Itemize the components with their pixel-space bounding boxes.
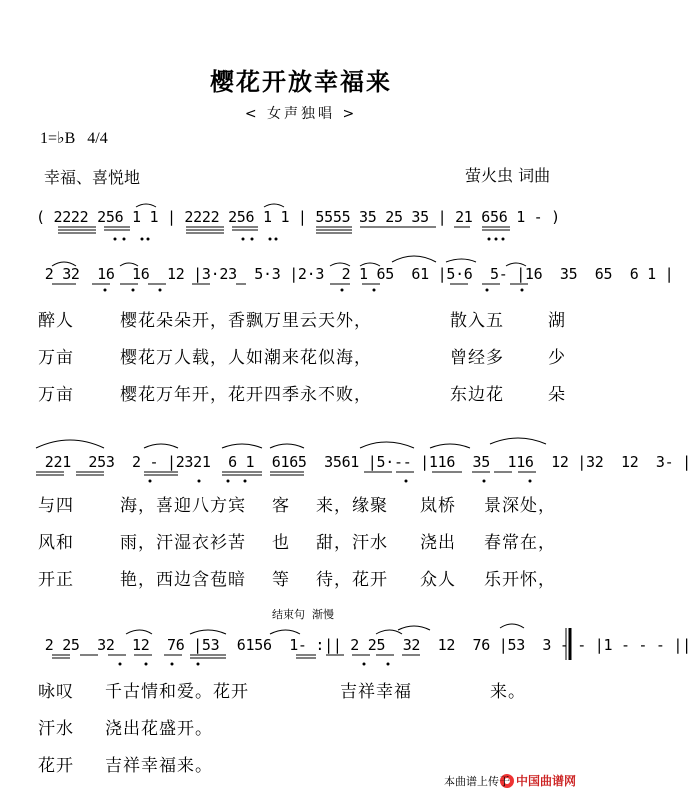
- lyric-5-c: 也: [272, 533, 290, 553]
- lyric-4-f: 景深处，: [484, 496, 556, 516]
- lyric-9-a: 花开: [38, 756, 74, 776]
- lyric-7-a: 咏叹: [38, 682, 74, 702]
- notation-line-4: 2 25 32 12 76 |53 6156 1- :|| 2 25 32 12 76 |53 3 - - |1 - - - ||: [36, 636, 691, 654]
- lyric-1-d: 湖: [548, 311, 566, 331]
- key-signature: 1=♭B 4/4: [40, 130, 108, 147]
- lyric-6-a: 开正: [38, 570, 74, 590]
- lyric-8-a: 汗水: [38, 719, 74, 739]
- lyric-5-a: 风和: [38, 533, 74, 553]
- subtitle: < 女声独唱 >: [244, 106, 358, 122]
- lyric-8-b: 浇出花盛开。: [105, 719, 213, 739]
- lyric-7-d: 来。: [490, 682, 526, 702]
- lyric-4-b: 海，喜迎八方宾: [120, 496, 246, 516]
- lyric-4-c: 客: [272, 496, 290, 516]
- lyric-1-a: 醉人: [38, 311, 74, 331]
- lyric-6-e: 众人: [420, 570, 456, 590]
- lyric-5-d: 甜，汗水: [316, 533, 388, 553]
- lyric-1-c: 散入五: [450, 311, 504, 331]
- lyric-3-c: 东边花: [450, 385, 504, 405]
- notation-line-2: 2 32 16 16 12 |3·23 5·3 |2·3 2 1 65 61 |5·6 5- |16 35 65 6 1 |: [36, 265, 674, 283]
- lyric-5-b: 雨，汗湿衣衫苦: [120, 533, 246, 553]
- lyric-4-a: 与四: [38, 496, 74, 516]
- notation-line-3: 221 253 2 - |2321 6 1 6165 3561 |5·-- |116 35 116 12 |32 12 3- |: [36, 453, 691, 471]
- notation-line-1: ( 2222 256 1 1 | 2222 256 1 1 | 5555 35 25 35 | 21 656 1 - ): [36, 208, 560, 226]
- lyric-6-c: 等: [272, 570, 290, 590]
- site-logo-text[interactable]: 中国曲谱网: [516, 774, 577, 788]
- lyric-9-b: 吉祥幸福来。: [105, 756, 213, 776]
- lyric-3-b: 樱花万年开，花开四季永不败，: [120, 385, 372, 405]
- lyric-7-c: 吉祥幸福: [340, 682, 412, 702]
- lyric-6-f: 乐开怀，: [484, 570, 556, 590]
- lyric-3-a: 万亩: [38, 385, 74, 405]
- lyric-2-a: 万亩: [38, 348, 74, 368]
- footer-upload-text: 本曲谱上传于: [444, 775, 510, 788]
- song-title: 樱花开放幸福来: [210, 67, 392, 96]
- lyric-4-e: 岚桥: [420, 496, 456, 516]
- lyric-2-d: 少: [548, 348, 566, 368]
- lyric-2-b: 樱花万人载，人如潮来花似海，: [120, 348, 372, 368]
- lyric-3-d: 朵: [548, 385, 566, 405]
- lyric-1-b: 樱花朵朵开，香飘万里云天外，: [120, 311, 372, 331]
- lyric-5-f: 春常在，: [484, 533, 556, 553]
- lyric-6-d: 待，花开: [316, 570, 388, 590]
- lyric-5-e: 浇出: [420, 533, 456, 553]
- lyric-4-d: 来，缘聚: [316, 496, 388, 516]
- lyric-7-b: 千古情和爱。花开: [105, 682, 249, 702]
- lyric-6-b: 艳，西边含苞暗: [120, 570, 246, 590]
- lyric-2-c: 曾经多: [450, 348, 504, 368]
- coda-label: 结束句 渐慢: [272, 608, 334, 621]
- tempo-mark: 幸福、喜悦地: [44, 168, 141, 187]
- composer-credit: 萤火虫 词曲: [465, 166, 551, 185]
